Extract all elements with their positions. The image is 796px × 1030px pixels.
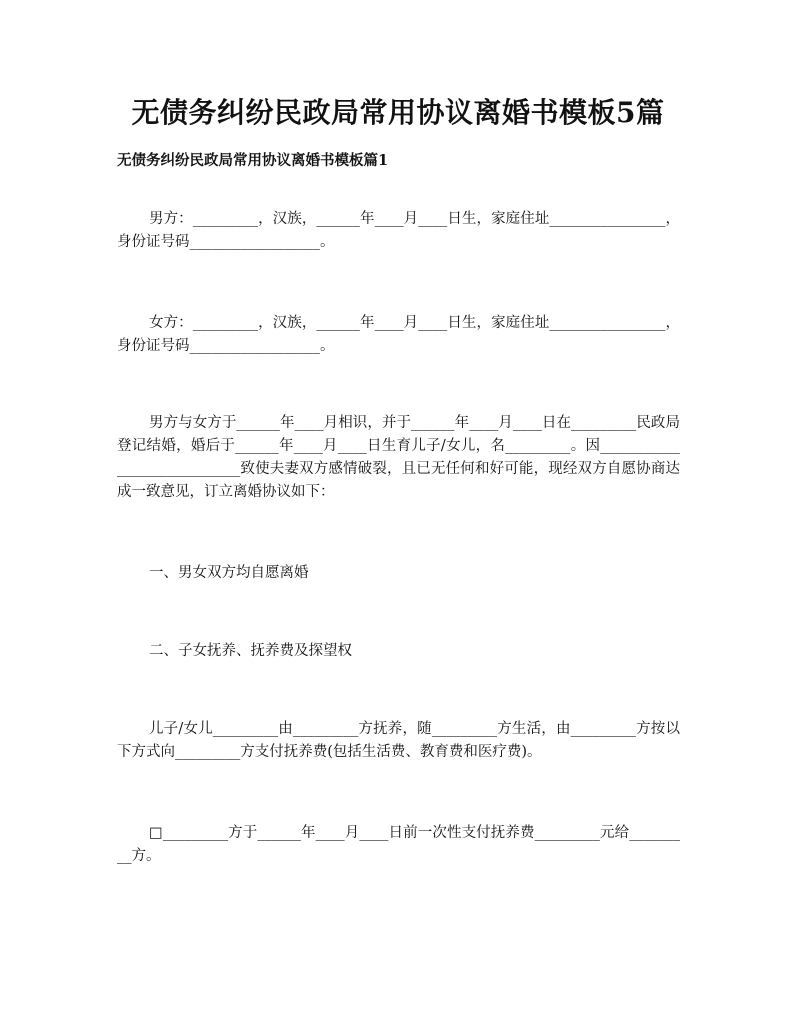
document-title: 无债务纠纷民政局常用协议离婚书模板5篇 [131, 96, 665, 129]
section-one-heading: 一、男女双方均自愿离婚 [149, 565, 309, 581]
document-subtitle: 无债务纠纷民政局常用协议离婚书模板篇1 [117, 152, 389, 169]
lump-sum-paragraph: □_________方于______年____月____日前一次性支付抚养费_________元给_________方。 [117, 825, 680, 864]
custody-paragraph: 儿子/女儿_________由_________方抚养，随_________方生活，由_________方按以下方式向_________方支付抚养费(包括生活费、教育费和医疗费)。 [117, 721, 680, 760]
male-party-paragraph: 男方：_________，汉族，______年____月____日生，家庭住址________________，身份证号码__________________。 [117, 211, 680, 250]
section-two-heading: 二、子女抚养、抚养费及探望权 [149, 643, 352, 659]
marriage-history-paragraph: 男方与女方于______年____月相识，并于______年____月____日在_________民政局登记结婚，婚后于______年____月____日生育儿子/女儿，名_________。因____________________________致使夫妻双方感情破裂，且已无任何和好可能，现经双方自愿协商达成一致意见，订立离婚协议如下： [117, 415, 680, 500]
female-party-paragraph: 女方：_________，汉族，______年____月____日生，家庭住址________________，身份证号码__________________。 [117, 315, 680, 354]
